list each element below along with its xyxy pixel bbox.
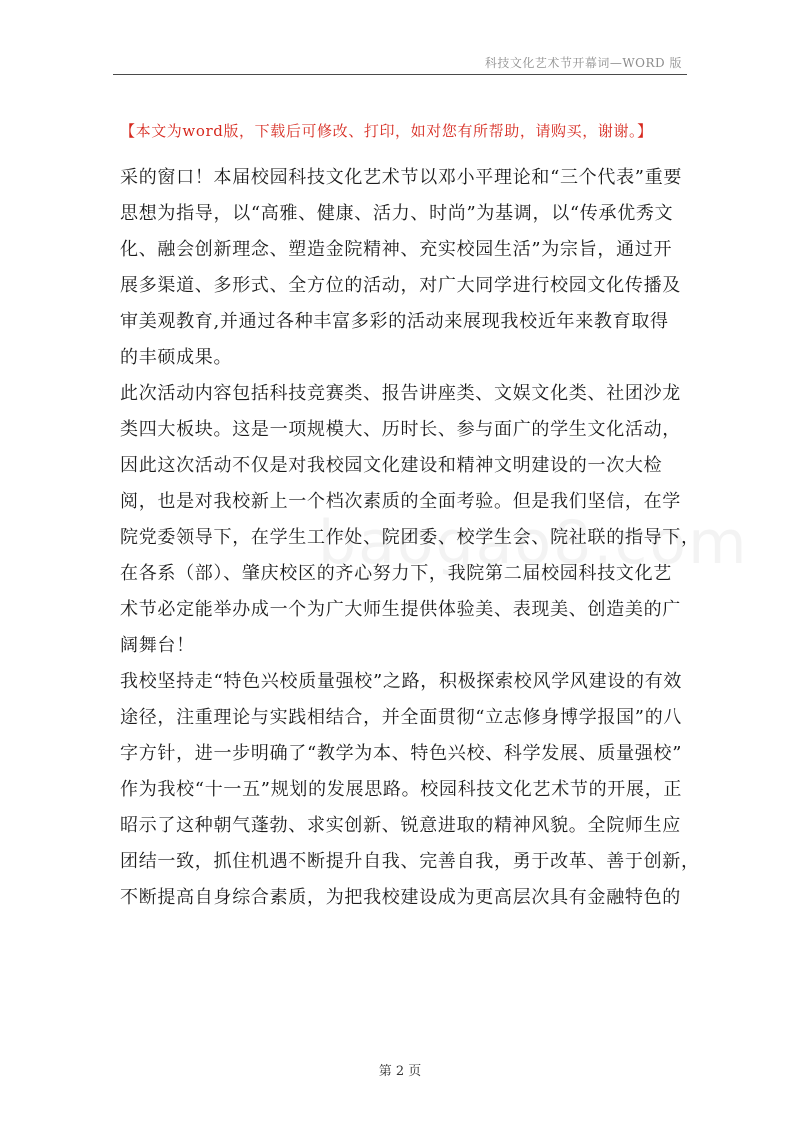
paragraph-1 bbox=[120, 160, 685, 376]
text-line: 化、融会创新理念、塑造金院精神、充实校园生活”为宗旨，通过开 bbox=[120, 239, 673, 260]
text-line: 阔舞台！ bbox=[120, 635, 195, 656]
text-line: 术节必定能举办成一个为广大师生提供体验美、表现美、创造美的广 bbox=[120, 599, 681, 620]
text-line: 阅，也是对我校新上一个档次素质的全面考验。但是我们坚信，在学 bbox=[120, 491, 681, 512]
document-body bbox=[120, 160, 700, 916]
download-notice: 【本文为word版，下载后可修改、打印，如对您有所帮助，请购买，谢谢。】 bbox=[120, 122, 653, 140]
header-divider bbox=[113, 74, 687, 75]
text-line: 展多渠道、多形式、全方位的活动，对广大同学进行校园文化传播及 bbox=[120, 275, 681, 296]
text-line: 思想为指导，以“高雅、健康、活力、时尚”为基调，以“传承优秀文 bbox=[120, 203, 674, 224]
text-line: 我校坚持走“特色兴校质量强校”之路，积极探索校风学风建设的有效 bbox=[120, 671, 683, 692]
text-line: 审美观教育,并通过各种丰富多彩的活动来展现我校近年来教育取得 bbox=[120, 311, 669, 332]
page-number: 第 2 页 bbox=[378, 1064, 422, 1079]
text-line: 类四大板块。这是一项规模大、历时长、参与面广的学生文化活动， bbox=[120, 419, 681, 440]
text-line: 因此这次活动不仅是对我校园文化建设和精神文明建设的一次大检 bbox=[120, 455, 663, 476]
text-line: 途径，注重理论与实践相结合，并全面贯彻“立志修身博学报国”的八 bbox=[120, 707, 683, 728]
text-line: 字方针，进一步明确了“教学为本、特色兴校、科学发展、质量强校” bbox=[120, 743, 683, 764]
document-header-title: 科技文化艺术节开幕词—WORD 版 bbox=[484, 56, 682, 70]
text-line: 采的窗口！本届校园科技文化艺术节以邓小平理论和“三个代表”重要 bbox=[120, 167, 683, 188]
paragraph-2 bbox=[120, 376, 700, 664]
text-line: 院党委领导下，在学生工作处、院团委、校学生会、院社联的指导下， bbox=[120, 527, 700, 548]
paragraph-3 bbox=[120, 664, 700, 916]
text-line: 在各系（部）、肇庆校区的齐心努力下，我院第二届校园科技文化艺 bbox=[120, 563, 672, 584]
text-line: 作为我校“十一五”规划的发展思路。校园科技文化艺术节的开展，正 bbox=[120, 779, 683, 800]
text-line: 不断提高自身综合素质，为把我校建设成为更高层次具有金融特色的 bbox=[120, 887, 681, 908]
text-line: 昭示了这种朝气蓬勃、求实创新、锐意进取的精神风貌。全院师生应 bbox=[120, 815, 681, 836]
text-line: 此次活动内容包括科技竞赛类、报告讲座类、文娱文化类、社团沙龙 bbox=[120, 383, 681, 404]
text-line: 的丰硕成果。 bbox=[120, 347, 233, 368]
text-line: 团结一致，抓住机遇不断提升自我、完善自我，勇于改革、善于创新， bbox=[120, 851, 700, 872]
